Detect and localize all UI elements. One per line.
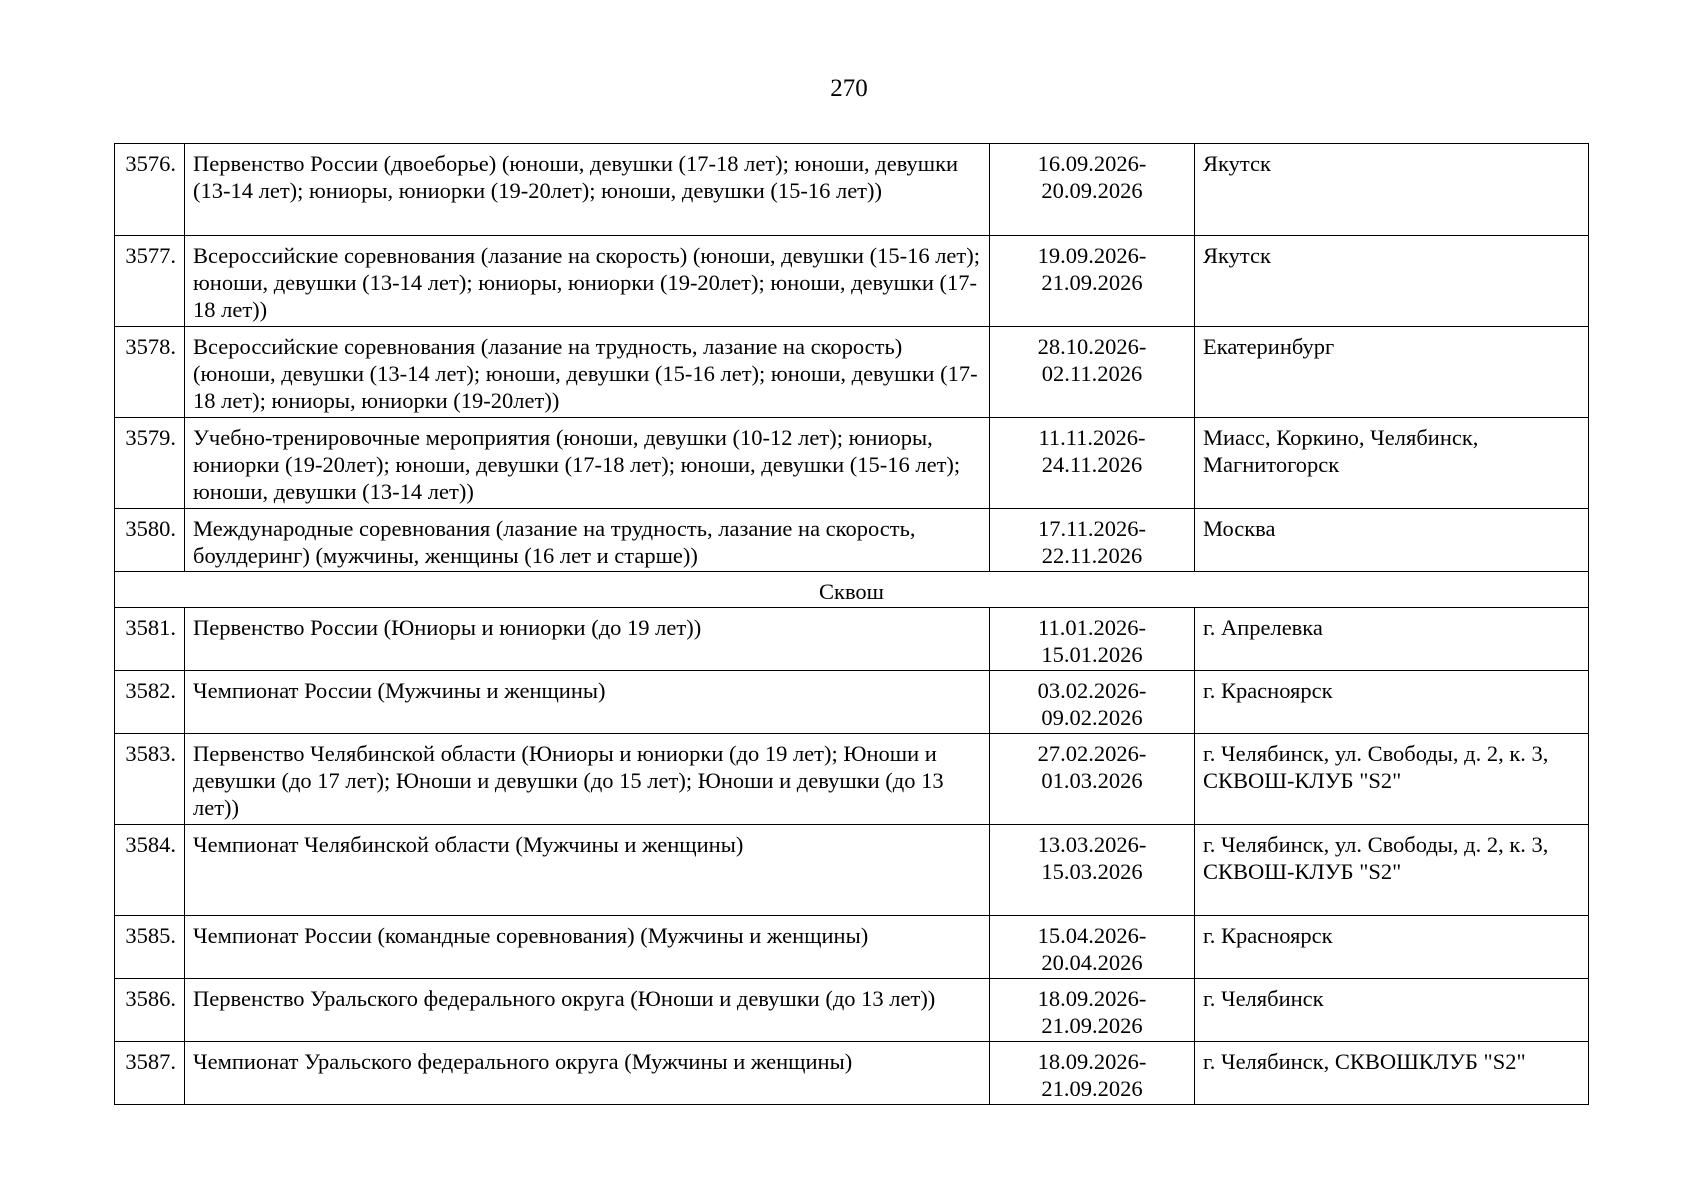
- event-date-end: 15.01.2026: [1041, 642, 1143, 667]
- event-dates: [990, 327, 1195, 418]
- event-date-end: 20.04.2026: [1041, 950, 1143, 975]
- event-place: [1195, 671, 1589, 734]
- event-number: 3583.: [115, 734, 185, 825]
- table-row: [115, 608, 1589, 671]
- event-number: 3576.: [115, 144, 185, 236]
- section-title: Сквош: [115, 572, 1589, 608]
- event-place: [1195, 144, 1589, 236]
- event-number: 3580.: [115, 509, 185, 572]
- event-date-start: 03.02.2026-: [1037, 678, 1147, 703]
- table-row: [115, 825, 1589, 916]
- table-row: [115, 1042, 1589, 1105]
- event-dates: [990, 671, 1195, 734]
- event-place-line: г. Красноярск: [1203, 923, 1333, 948]
- event-date-start: 19.09.2026-: [1037, 243, 1147, 268]
- event-place-line: Миасс, Коркино, Челябинск,: [1203, 425, 1479, 450]
- event-date-end: 22.11.2026: [1041, 543, 1143, 568]
- event-date-start: 27.02.2026-: [1037, 741, 1147, 766]
- event-dates: [990, 916, 1195, 979]
- event-place: [1195, 916, 1589, 979]
- table-row: [115, 418, 1589, 509]
- event-place: [1195, 734, 1589, 825]
- event-place-line: г. Челябинск, ул. Свободы, д. 2, к. 3,: [1203, 832, 1549, 857]
- event-place-line: Магнитогорск: [1203, 452, 1340, 477]
- event-date-end: 15.03.2026: [1041, 859, 1143, 884]
- event-date-end: 21.09.2026: [1041, 1076, 1143, 1101]
- event-dates: [990, 509, 1195, 572]
- event-number: 3582.: [115, 671, 185, 734]
- event-date-end: 21.09.2026: [1041, 270, 1143, 295]
- event-date-start: 11.01.2026-: [1038, 615, 1146, 640]
- section-row: [115, 572, 1589, 608]
- event-place-line: г. Челябинск, ул. Свободы, д. 2, к. 3,: [1203, 741, 1549, 766]
- event-place-line: СКВОШ-КЛУБ "S2": [1203, 859, 1402, 884]
- event-date-start: 18.09.2026-: [1037, 1049, 1147, 1074]
- event-name: Первенство Челябинской области (Юниоры и юниорки (до 19 лет); Юноши и девушки (до 17 лет); Юноши и девушки (до 15 лет); Юноши и девушки (до 13 лет)): [185, 734, 990, 825]
- event-date-end: 09.02.2026: [1041, 705, 1143, 730]
- event-place: [1195, 825, 1589, 916]
- event-date-end: 24.11.2026: [1041, 452, 1143, 477]
- event-dates: [990, 734, 1195, 825]
- event-number: 3587.: [115, 1042, 185, 1105]
- event-name: Первенство России (двоеборье) (юноши, девушки (17-18 лет); юноши, девушки (13-14 лет); юниоры, юниорки (19-20лет); юноши, девушки (15-16 лет)): [185, 144, 990, 236]
- event-dates: [990, 418, 1195, 509]
- event-place: [1195, 979, 1589, 1042]
- event-date-start: 11.11.2026-: [1038, 425, 1146, 450]
- event-place-line: г. Челябинск, СКВОШКЛУБ "S2": [1203, 1049, 1526, 1074]
- event-date-end: 21.09.2026: [1041, 1013, 1143, 1038]
- event-place: [1195, 1042, 1589, 1105]
- event-date-end: 02.11.2026: [1041, 361, 1143, 386]
- event-dates: [990, 979, 1195, 1042]
- event-date-start: 17.11.2026-: [1038, 516, 1146, 541]
- events-table: [114, 143, 1589, 1105]
- event-place-line: Екатеринбург: [1203, 334, 1335, 359]
- event-name: Всероссийские соревнования (лазание на трудность, лазание на скорость) (юноши, девушки (13-14 лет); юноши, девушки (15-16 лет); юноши, девушки (17-18 лет); юниоры, юниорки (19-20лет)): [185, 327, 990, 418]
- event-number: 3577.: [115, 236, 185, 327]
- event-name: Чемпионат России (командные соревнования) (Мужчины и женщины): [185, 916, 990, 979]
- table-row: [115, 671, 1589, 734]
- event-dates: [990, 144, 1195, 236]
- events-table-body: [115, 144, 1589, 1105]
- event-date-end: 01.03.2026: [1041, 768, 1143, 793]
- event-place: [1195, 608, 1589, 671]
- event-place-line: г. Апрелевка: [1203, 615, 1323, 640]
- event-place: [1195, 236, 1589, 327]
- event-date-start: 15.04.2026-: [1037, 923, 1147, 948]
- event-number: 3578.: [115, 327, 185, 418]
- event-name: Чемпионат России (Мужчины и женщины): [185, 671, 990, 734]
- table-row: [115, 916, 1589, 979]
- table-row: [115, 734, 1589, 825]
- table-row: [115, 144, 1589, 236]
- event-name: Всероссийские соревнования (лазание на скорость) (юноши, девушки (15-16 лет); юноши, девушки (13-14 лет); юниоры, юниорки (19-20лет); юноши, девушки (17-18 лет)): [185, 236, 990, 327]
- event-place: [1195, 418, 1589, 509]
- event-number: 3581.: [115, 608, 185, 671]
- event-place: [1195, 509, 1589, 572]
- event-number: 3585.: [115, 916, 185, 979]
- event-name: Чемпионат Уральского федерального округа (Мужчины и женщины): [185, 1042, 990, 1105]
- table-row: [115, 327, 1589, 418]
- event-place-line: Якутск: [1203, 151, 1271, 176]
- event-number: 3584.: [115, 825, 185, 916]
- event-place-line: Якутск: [1203, 243, 1271, 268]
- page-number: 270: [830, 75, 868, 102]
- event-number: 3586.: [115, 979, 185, 1042]
- event-dates: [990, 608, 1195, 671]
- event-name: Чемпионат Челябинской области (Мужчины и женщины): [185, 825, 990, 916]
- event-date-start: 18.09.2026-: [1037, 986, 1147, 1011]
- event-date-start: 28.10.2026-: [1037, 334, 1147, 359]
- table-row: [115, 236, 1589, 327]
- event-place-line: г. Красноярск: [1203, 678, 1333, 703]
- event-name: Первенство России (Юниоры и юниорки (до 19 лет)): [185, 608, 990, 671]
- table-row: [115, 979, 1589, 1042]
- event-date-start: 13.03.2026-: [1037, 832, 1147, 857]
- event-number: 3579.: [115, 418, 185, 509]
- event-date-end: 20.09.2026: [1041, 178, 1143, 203]
- event-place-line: г. Челябинск: [1203, 986, 1324, 1011]
- event-name: Первенство Уральского федерального округа (Юноши и девушки (до 13 лет)): [185, 979, 990, 1042]
- event-dates: [990, 1042, 1195, 1105]
- event-place-line: СКВОШ-КЛУБ "S2": [1203, 768, 1402, 793]
- table-row: [115, 509, 1589, 572]
- event-dates: [990, 236, 1195, 327]
- event-place-line: Москва: [1203, 516, 1276, 541]
- event-place: [1195, 327, 1589, 418]
- event-date-start: 16.09.2026-: [1037, 151, 1147, 176]
- event-dates: [990, 825, 1195, 916]
- event-name: Учебно-тренировочные мероприятия (юноши, девушки (10-12 лет); юниоры, юниорки (19-20лет); юноши, девушки (17-18 лет); юноши, девушки (15-16 лет); юноши, девушки (13-14 лет)): [185, 418, 990, 509]
- event-name: Международные соревнования (лазание на трудность, лазание на скорость, боулдеринг) (мужчины, женщины (16 лет и старше)): [185, 509, 990, 572]
